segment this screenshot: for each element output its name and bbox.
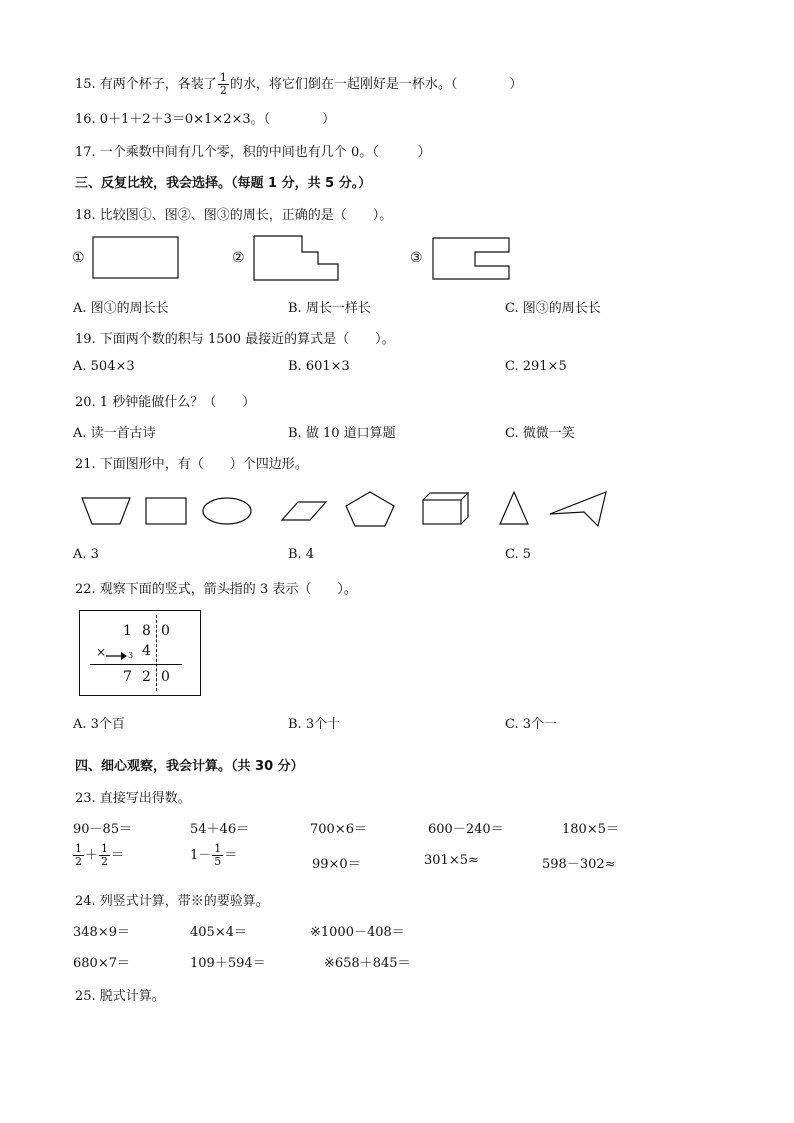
arrow-icon [106, 651, 128, 661]
q15-post: 的水，将它们倒在一起刚好是一杯水。（ ） [229, 77, 523, 92]
q18-option-c: C. 图③的周长长 [505, 301, 601, 316]
calc-r3-ones: 0 [161, 669, 170, 685]
q24-item-3: ※1000－408＝ [310, 925, 405, 940]
q19-stem: 19. 下面两个数的积与 1500 最接近的算式是（ ）。 [75, 332, 395, 347]
figure-2-stepped-shape [252, 234, 342, 282]
shape-cuboid [423, 493, 468, 524]
q23-frac-a-num: 1 [75, 842, 82, 855]
q15-fraction [218, 72, 229, 97]
q23-item-2: 54＋46＝ [190, 822, 250, 837]
q22-option-b: B. 3个十 [288, 717, 341, 732]
q21-stem: 21. 下面图形中，有（ ）个四边形。 [75, 457, 308, 472]
q22-option-c: C. 3个一 [505, 717, 558, 732]
shape-ellipse [203, 498, 251, 524]
q25-stem: 25. 脱式计算。 [75, 989, 165, 1004]
q24-item-5: 109＋594＝ [190, 956, 266, 971]
q23-frac-b-den: 2 [101, 855, 109, 868]
q23-eq-2: ＝ [224, 848, 238, 863]
q21-option-c: C. 5 [505, 547, 532, 562]
q23-frac-c [212, 843, 223, 868]
q19-option-b: B. 601×3 [288, 359, 350, 374]
q23-frac-a-den: 2 [75, 855, 82, 868]
q23-eq-1: ＝ [111, 848, 125, 863]
q22-option-a: A. 3个百 [73, 717, 125, 732]
figure-label-1: ① [72, 250, 85, 266]
figure-1-rectangle [92, 236, 182, 281]
q18-option-a: A. 图①的周长长 [73, 301, 169, 316]
calc-r2-tens: 4 [142, 643, 151, 659]
q19-option-a: A. 504×3 [73, 359, 135, 374]
q23-item-6 [72, 843, 124, 868]
calc-r1-hundreds: 1 [123, 623, 132, 639]
q23-item-4: 600－240＝ [428, 822, 504, 837]
calc-arrow-number: 3 [128, 651, 134, 660]
q23-item-7 [190, 843, 237, 868]
q23-stem: 23. 直接写出得数。 [75, 791, 191, 806]
question-15 [75, 72, 522, 97]
q23-plus: ＋ [85, 848, 99, 863]
q23-item-8: 99×0＝ [312, 857, 361, 872]
question-16: 16. 0＋1＋2＋3＝0×1×2×3。（ ） [75, 112, 336, 127]
q23-item-10: 598－302≈ [542, 857, 616, 872]
figure-label-2: ② [232, 250, 245, 266]
q20-stem: 20. 1 秒钟能做什么？（ ） [75, 395, 256, 410]
q19-option-c: C. 291×5 [505, 359, 567, 374]
shape-pentagon [346, 492, 394, 526]
shape-trapezoid [82, 498, 130, 524]
calc-r3-hundreds: 7 [123, 669, 132, 685]
q23-item-1: 90－85＝ [73, 822, 133, 837]
place-divider-line [156, 615, 157, 691]
vertical-calculation-box [79, 610, 201, 696]
calc-times-sign: × [96, 645, 107, 659]
shapes-row [80, 490, 620, 532]
q23-item-3: 700×6＝ [310, 822, 367, 837]
q21-option-b: B. 4 [288, 547, 315, 562]
q18-option-b: B. 周长一样长 [288, 301, 371, 316]
q24-item-6: ※658＋845＝ [324, 956, 411, 971]
q20-option-c: C. 微微一笑 [505, 426, 575, 441]
q24-item-2: 405×4＝ [190, 925, 247, 940]
q15-den: 2 [219, 84, 227, 97]
q15-num: 1 [219, 71, 227, 84]
q20-option-b: B. 做 10 道口算题 [288, 426, 396, 441]
q22-stem: 22. 观察下面的竖式，箭头指的 3 表示（ ）。 [75, 582, 357, 597]
q23-item-5: 180×5＝ [562, 822, 619, 837]
q15-pre: 15. 有两个杯子，各装了 [75, 77, 217, 92]
q24-item-1: 348×9＝ [73, 925, 130, 940]
q24-item-4: 680×7＝ [73, 956, 130, 971]
shape-arrowhead-quadrilateral [550, 492, 606, 526]
q23-frac-a [73, 843, 84, 868]
shape-triangle [500, 492, 528, 524]
shape-parallelogram [282, 502, 326, 520]
q21-option-a: A. 3 [73, 547, 99, 562]
section-4-heading: 四、细心观察，我会计算。（共 30 分） [75, 759, 304, 774]
q23-item-9: 301×5≈ [424, 853, 479, 868]
q20-option-a: A. 读一首古诗 [73, 426, 156, 441]
figure-3-notched-shape [431, 236, 513, 282]
calc-r3-tens: 2 [142, 669, 151, 685]
section-3-heading: 三、反复比较，我会选择。（每题 1 分，共 5 分。） [75, 176, 372, 191]
figure-label-3: ③ [410, 250, 423, 266]
q23-frac-b [99, 843, 110, 868]
calc-result-line [90, 664, 182, 665]
calc-r1-tens: 8 [142, 623, 151, 639]
q23-frac-c-num: 1 [214, 842, 222, 855]
q23-one-minus: 1－ [190, 848, 212, 863]
q23-frac-c-den: 5 [214, 855, 222, 868]
question-17: 17. 一个乘数中间有几个零，积的中间也有几个 0。（ ） [75, 145, 431, 160]
q23-frac-b-num: 1 [101, 842, 109, 855]
shape-rectangle [146, 498, 186, 524]
q24-stem: 24. 列竖式计算，带※的要验算。 [75, 894, 269, 909]
q18-stem: 18. 比较图①、图②、图③的周长，正确的是（ ）。 [75, 208, 393, 223]
calc-r1-ones: 0 [161, 623, 170, 639]
